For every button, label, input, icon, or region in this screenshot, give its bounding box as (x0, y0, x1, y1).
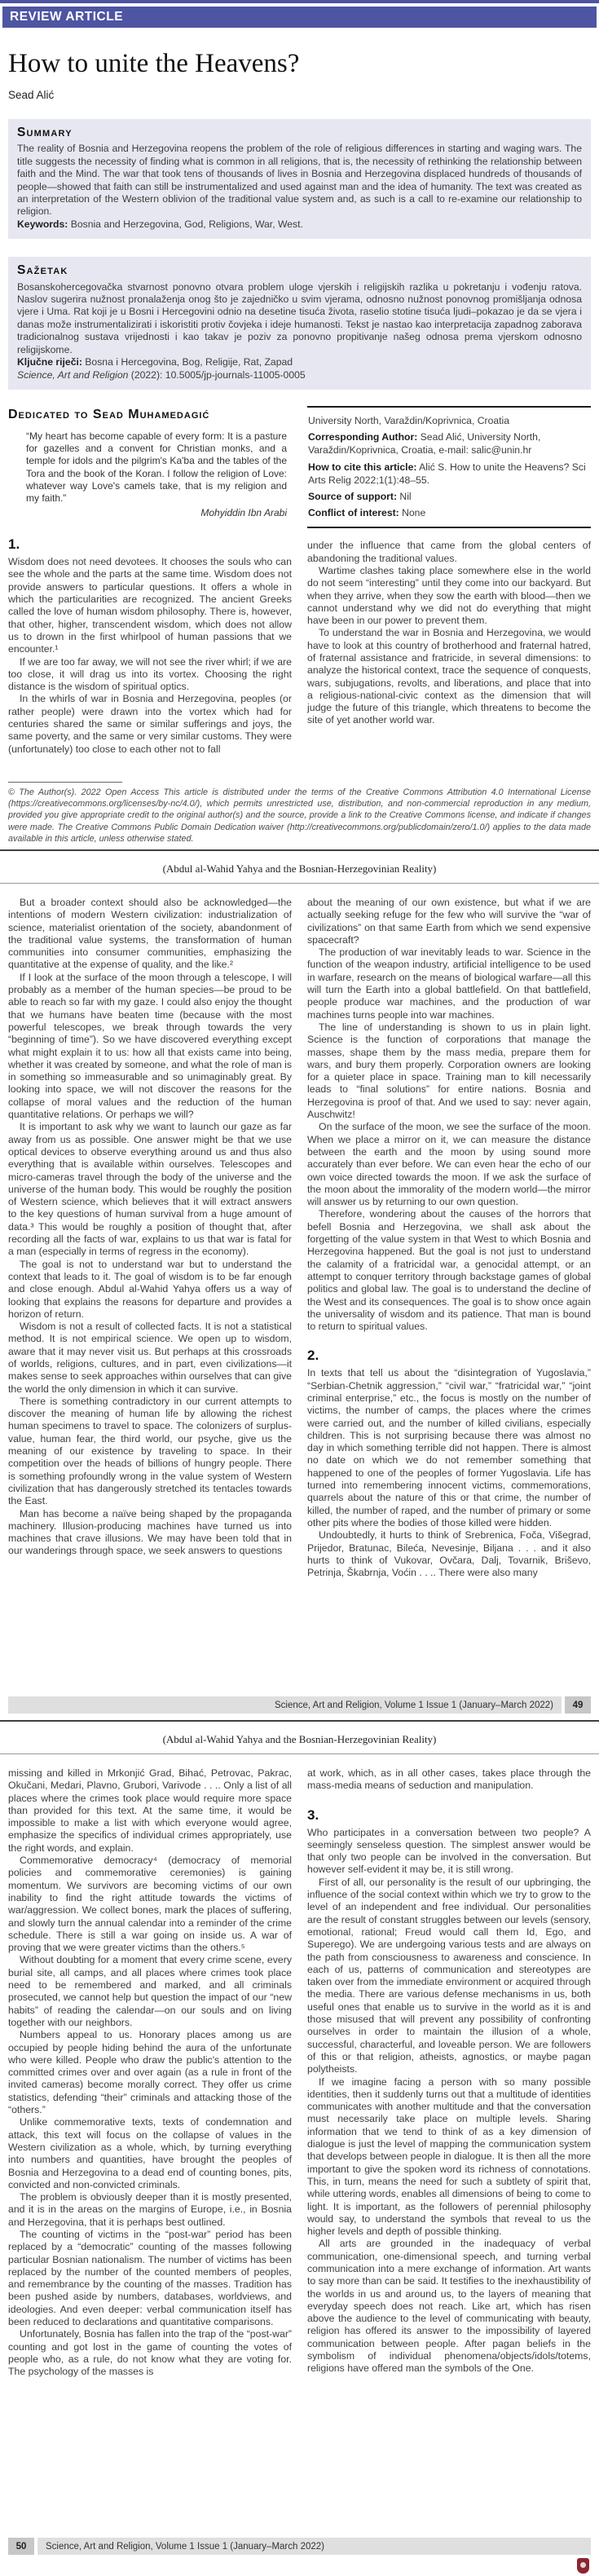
corresponding-author-line (308, 430, 590, 457)
page2-left-column (8, 897, 292, 1579)
keywords-line (17, 218, 582, 231)
running-header-rule (0, 1753, 599, 1754)
article-info-box (307, 406, 591, 528)
paragraph: The line of understanding is shown to us in plain light. Science is the function of corporations that manage the masses, shape them by the mass media, prepare them for wars, and bury them properly. Corporation owners are looking for a quieter place in space. Training man to kill necessarily leads to “final solutions” for entire nations. Bosnia and Herzegovina is proof of that. And we used to say: never again, Auschwitz! (307, 1021, 591, 1121)
top-accent-strip (0, 0, 599, 3)
paragraph: about the meaning of our own existence, but what if we are actually seeking refuge for the few who will survive the “war of civilizations” on that same Earth from which we send expensive spacecraft? (307, 897, 591, 946)
paragraph: Man has become a naïve being shaped by the propaganda machinery. Illusion-producing machines have turned us into machines that crave illusions. We may have been told that in our wanderings through space, we seek answers to questions (8, 1507, 292, 1557)
conflict-label: Conflict of interest: (308, 507, 399, 519)
page-49-footer (8, 1696, 591, 1714)
running-header: (Abdul al-Wahid Yahya and the Bosnian-Herzegovinian Reality) (162, 862, 437, 875)
journal-page-50 (0, 1720, 599, 2576)
paragraph: Numbers appeal to us. Honorary places among us are occupied by people hiding behind the aura of the unfortunate who were killed. People who draw the public's attention to the committed crimes over and over again (as a rule in front of the invited cameras) become morally correct. They offer us crime statistics, defending “their” criminals and attacking those of the “others.” (8, 2029, 292, 2116)
paragraph: All arts are grounded in the inadequacy of verbal communication, one-dimensional speech, and turning verbal communication into a mere exchange of information. Art wants to say more than can be said. It testifies to the inexhaustibility of the worlds in us and around us, to the layers of meaning that everyday speech does not reach. Like art, which has risen above the audience to the level of communicating with beauty, religion has offered its answer to the impossibility of layered communication between people. After pagan beliefs in the symbolism of individual phenomena/objects/idols/totems, religions have offered man the symbols of the One. (307, 2238, 591, 2375)
citation-line (308, 461, 590, 487)
page2-right-column (307, 897, 591, 1579)
section-1-left-text (8, 556, 292, 756)
corresponding-author-label: Corresponding Author: (308, 431, 418, 443)
page1-left-column (8, 406, 292, 756)
summary-box (8, 119, 591, 239)
support-value: Nil (397, 490, 412, 502)
paragraph: Therefore, wondering about the causes of the horrors that befell Bosnia and Herzegovina, we shall ask about the forgetting of the value system in that West to which Bosnia and Herzegovina happened. But the goal is not just to understand the calamity of a fratricidal war, a genocidal attempt, or an attempt to conquer territory through backstage games of global politics and global law. The goal is to understand the decline of the West and its consequences. The goal is to show once again the universality of wisdom and its patience. That man is bound to return to spiritual values. (307, 1208, 591, 1333)
citation-label: How to cite this article: (308, 461, 417, 473)
article-title: How to unite the Heavens? (8, 49, 300, 78)
paragraph: under the influence that came from the global centers of abandoning the traditional values. (307, 540, 591, 564)
section-3-heading: 3. (307, 1806, 319, 1823)
paragraph: Unlike commemorative texts, texts of condemnation and attack, this text will focus on the collapse of values in the Western civilization as a whole, which, by turning everything into numbers and quantities, have brought the peoples of Bosnia and Herzegovina to a dead end of counting bones, pits, convicted and non-convicted criminals. (8, 2116, 292, 2190)
paragraph: The counting of victims in the “post-war” period has been replaced by a “democratic” counting of the masses following particular Bosnian nationalism. The number of victims has been replaced by the number of the counted members of peoples, and remembrance by the counting of the masses. Tradition has been pushed aside by numbers, databases, worldviews, and ideologies. And even deeper: verbal communication itself has been reduced to declarations and quantitative comparisons. (8, 2228, 292, 2328)
affiliation: University North, Varaždin/Koprivnica, Croatia (308, 414, 510, 426)
section-3-text (307, 1827, 591, 2375)
page1-columns (8, 406, 591, 756)
section-1-right-text (307, 540, 591, 726)
paragraph: In the whirls of war in Bosnia and Herzegovina, peoples (or rather people) were drawn into the vortex which had for centuries shared the same or similar sufferings and joys, the same poverty, and the same or very similar customs. They were (unfortunately) too close to each other not to fall (8, 693, 292, 755)
paragraph: Wisdom does not need devotees. It chooses the souls who can see the whole and the parts at the same time. Wisdom does not provide answers to particular questions. It offers a whole in which the particularities are recognized. The ancient Greeks called the love of human wisdom philosophy. There is, however, that other, higher, transcendent wisdom, which does not allow us to drown in the first whirlpool of human passions that we encounter.¹ (8, 556, 292, 655)
paragraph: Without doubting for a moment that every crime scene, every burial site, all camps, and all places where crimes took place need to be remembered and marked, and all criminals prosecuted, we cannot help but question the impact of our “new habits” of reading the calendar—on our souls and on living together with our neighbors. (8, 1954, 292, 2028)
paragraph: First of all, our personality is the result of our upbringing, the influence of the social context within which we try to grow to the level of an independent and free individual. Our personalities are the result of constant struggles between our levels (sensory, emotional, rational; Freud would call them Id, Ego, and Superego). We are undergoing various tests and are always on the path from consciousness to awareness and conscience. In each of us, patterns of communication and stereotypes are taken over from the immediate environment or acquired through the media. There are various defense mechanisms in us, both useful ones that enable us to survive in the world as it is and those misused that will prevent any possibility of confronting ourselves in order to maintain the illusion of a whole, successful, characterful, and loveable person. We are followers of this or that religion, atheists, agnostics, or maybe pagan polytheists. (307, 1876, 591, 2075)
journal-page-49 (0, 849, 599, 1720)
page-number-49: 49 (565, 1696, 591, 1714)
doi-value: (2022): 10.5005/jp-journals-11005-0005 (128, 368, 306, 381)
section-2-heading: 2. (307, 1348, 319, 1364)
copyright-block (8, 782, 591, 845)
keywords-label: Keywords: (17, 218, 68, 230)
paragraph: Commemorative democracy⁴ (democracy of memorial policies and commemorative ceremonies) is gaining momentum. We survivors are becoming victims of our own inability to find the right attitude towards the victims of war/aggression. We collect bones, mark the places of suffering, and slowly turn the annual calendar into a reminder of the crime schedule. There is still a war going on inside us. A war of proving that we were greater victims than the others.⁵ (8, 1855, 292, 1954)
footer-journal-line: Science, Art and Religion, Volume 1 Issue 1 (January–March 2022) (37, 2538, 591, 2555)
support-line (308, 490, 590, 503)
footnote-rule (8, 782, 122, 783)
running-header-rule (0, 883, 599, 884)
copyright-text: © The Author(s). 2022 Open Access This article is distributed under the terms of the Creative Commons Attribution 4.0 International License (https://creativecommons.org/licenses/by-nc/4.0/), which permits unrestricted use, distribution, and non-commercial reproduction in any medium, provided you give appropriate credit to the original author(s) and the source, provide a link to the Creative Commons license, and indicate if changes were made. The Creative Commons Public Domain Dedication waiver (http://creativecommons.org/publicdomain/zero/1.0/) applies to the data made available in this article, unless otherwise stated. (8, 787, 591, 844)
section-2-text (307, 1367, 591, 1579)
page2-right-text-top (307, 897, 591, 1333)
summary-heading: Summary (17, 126, 73, 139)
paragraph: In texts that tell us about the “disintegration of Yugoslavia,” “Serbian-Chetnik aggression,” “civil war,” “fratricidal war,” “joint criminal enterprise,” etc., the focus is mostly on the number of victims, the number of camps, the places where the crimes were carried out, and the number of killed civilians, especially children. This is not surprising because there was almost no day in which something terrible did not happen. There is almost no date on which we do not remember something that happened to one of the peoples of former Yugoslavia. Life has turned into remembering innocent victims, commemorations, quarrels about the nature of this or that crime, the number of killed, the number of raped, and the number of primary or some other pits where the bodies of those killed were hidden. (307, 1367, 591, 1528)
citation-value: Alić S. How to unite the Heavens? Sci Arts Relig 2022;1(1):48–55. (308, 461, 586, 486)
summary-text: The reality of Bosnia and Herzegovina reopens the problem of the role of religious differences in starting and waging wars. The title suggests the necessity of finding what is common in all religions, that is, the necessity of rethinking the relationship between faith and the Mind. The war that took tens of thousands of lives in Bosnia and Herzegovina displaced hundreds of thousands of people—showed that faith can still be instrumentalized and used against man and the idea of humanity. The text was created as an interpretation of the Western oblivion of the traditional value system and, as such is a call to re-examine our relationship to religion. (17, 143, 582, 218)
paragraph: missing and killed in Mrkonjić Grad, Bihać, Petrovac, Pakrac, Okučani, Medari, Plavno, Grubori, Varivode . . .. Only a list of all places where the crimes took place would require more space than provided for this text. At the same time, it would be impossible to make a list with which everyone would agree, emphasize the specifics of individual crimes appropriately, use the right words, and explain. (8, 1767, 292, 1854)
paragraph: The goal is not to understand war but to understand the context that leads to it. The goal of wisdom is to be far enough and close enough. Abdul al-Wahid Yahya offers us a way of looking that explains the reasons for departure and provides a horizon of return. (8, 1258, 292, 1320)
paragraph: It is important to ask why we want to launch our gaze as far away from us as possible. One answer might be that we use optical devices to observe everything around us and thus also everything that is available within ourselves. Telescopes and micro-cameras travel through the body of the universe and the universe of the human body. This would be roughly the position of Western science, which believes that it will extract answers to the key questions of human survival from a huge amount of data.³ This would be roughly a position of thought that, after recording all the facts of war, explains to us that war is fatal for a man (especially in terms of regress in the economy). (8, 1121, 292, 1258)
paragraph: To understand the war in Bosnia and Herzegovina, we would have to look at this country of brotherhood and fraternal hatred, of fraternal assistance and fratricide, in several dimensions: to analyze the historical context, trace the sequence of conquests, wars, subjugations, revolts, and liberations, and place that into a religious-national-civic context as the dimension that will judge the future of this triangle, which threatens to become the site of yet another world war. (307, 627, 591, 726)
paragraph: Wisdom is not a result of collected facts. It is not a statistical method. It is not empirical science. We open up to wisdom, aware that it may never visit us. But perhaps at this crossroads of worlds, religions, cultures, and in part, even civilizations—it makes sense to seek approaches within ourselves that can give the world the only dimension in which it can survive. (8, 1321, 292, 1395)
author-name: Sead Alić (8, 89, 55, 101)
paragraph: Unfortunately, Bosnia has fallen into the trap of the “post-war” counting and got lost in the game of counting the votes of people who, as a rule, do not know what they are voting for. The psychology of the masses is (8, 2328, 293, 2378)
page3-left-text (8, 1767, 292, 2379)
page-number-50: 50 (8, 2538, 34, 2555)
footer-journal-line: Science, Art and Religion, Volume 1 Issue 1 (January–March 2022) (8, 1696, 562, 1714)
page2-columns (8, 897, 591, 1579)
conflict-line (308, 506, 590, 519)
kljucne-rijeci-value: Bosna i Hercegovina, Bog, Religije, Rat, Zapad (81, 356, 293, 368)
journal-page-48 (0, 0, 599, 849)
paragraph: But a broader context should also be acknowledged—the intentions of modern Western civilization: industrialization of science, materialist orientation of the society, abandonment of the traditional value systems, the transformation of human communities into consumer communities, emphasizing the quantitative at the expense of quality, and the like.² (8, 897, 292, 971)
section-1-heading: 1. (8, 536, 20, 553)
corresponding-author-value: Sead Alić, University North, Varaždin/Koprivnica, Croatia, e-mail: salic@unin.hr (308, 431, 541, 457)
publisher-logo-icon (577, 2558, 589, 2574)
page-50-footer (8, 2538, 591, 2555)
running-header: (Abdul al-Wahid Yahya and the Bosnian-Herzegovinian Reality) (162, 1733, 437, 1745)
page3-left-column (8, 1767, 292, 2379)
dedication-quote: “My heart has become capable of every form: It is a pasture for gazelles and a convent for Christian monks, and a temple for idols and the pilgrim's Ka'ba and the tables of the Tora and the book of the Koran. I follow the religion of Love: whatever way Love's camels take, that is my religion and my faith.” (26, 430, 287, 504)
paragraph: On the surface of the moon, we see the surface of the moon. When we place a mirror on it, we can measure the distance between the earth and the moon by using sound more accurately than ever before. We can even hear the echo of our own voice directed towards the moon. If we ask the surface of the moon about the immorality of the modern world—the mirror will answer us by returning to our own question. (307, 1121, 591, 1208)
paragraph: at work, which, as in all other cases, takes place through the mass-media means of seduction and manipulation. (307, 1767, 591, 1792)
sazetak-text: Bosanskohercegovačka stvarnost ponovno otvara problem uloge vjerskih i religijskih razlika u pokretanju i vođenju ratova. Naslov sugerira nužnost pronalaženja onog što je zajedničko u svim vjerama, odnosno nužnost ponovnog promišljanja odnosa vjere i Uma. Rat koji je u Bosni i Hercegovini odnio na desetine tisuća života, raselio stotine tisuća ljudi–pokazao je da se vjera i danas može instrumentalizirati i iskoristiti protiv čovjeka i ideje humanosti. Tekst je nastao kao interpretacija zapadnog zaborava tradicionalnog sustava vrijednosti i kao takav je poziv za ponovno propitivanje našeg odnosa prema vjerskom odnosno religijskome. (17, 280, 582, 355)
quote-attribution: Mohyiddin Ibn Arabi (200, 507, 287, 519)
page3-right-text-top (307, 1767, 591, 1793)
page1-right-column (307, 406, 591, 756)
paragraph: Who participates in a conversation between two people? A seemingly senseless question. The simplest answer would be that only two people can be involved in the conversation. But however self-evident it may be, it is still wrong. (307, 1826, 591, 1876)
sazetak-heading: Sažetak (17, 263, 68, 278)
page3-columns (8, 1767, 591, 2379)
kljucne-rijeci-label: Ključne riječi: (17, 356, 82, 368)
paragraph: Undoubtedly, it hurts to think of Srebrenica, Foča, Višegrad, Prijedor, Bratunac, Bileća, Nevesinje, Biljana . . . and it also hurts to think of Vukovar, Ovčara, Dalj, Tovarnik, Briševo, Petrinja, Škabrnja, Voćin . . .. There were also many (307, 1529, 591, 1579)
kljucne-rijeci-line (17, 356, 582, 368)
article-type-banner: REVIEW ARTICLE (2, 7, 597, 28)
support-label: Source of support: (308, 490, 398, 502)
page2-left-text (8, 897, 292, 1558)
paragraph: If we are too far away, we will not see the river whirl; if we are too close, it will drag us into its vortex. Choosing the right distance is the wisdom of spiritual optics. (8, 655, 292, 693)
paragraph: If I look at the surface of the moon through a telescope, I will probably as a member of the human species—be proud to be able to reach so far with my gaze. I could also enjoy the thought that we humans have beaten time (because with the most powerful telescopes, we break through towards the very “beginning of time”). So we have discovered everything except what might explain it to us: how all that exists came into being, whether it was created by someone, and what the role of man is in something so immeasurable and so unimaginably great. By looking into space, we will not discover the reasons for the collapse of moral values and the reduction of the human quantitative relations. Or perhaps we will? (8, 971, 292, 1121)
paragraph: The production of war inevitably leads to war. Science in the function of the weapon industry, artificial intelligence to be used in warfare, research on the means of biological warfare—all this will turn the Earth into a global battlefield. On that battlefield, people produce war machines, and the production of war machines turns people into war machines. (307, 946, 591, 1021)
paragraph: There is something contradictory in our current attempts to discover the meaning of human life by allowing the richest human specimens to travel to space. The colonizers of surplus-value, human fear, the third world, our psyche, give us the meaning of our existence by traveling to space. In their competition over the heads of billions of hungry people. There is something profoundly wrong in the value system of Western civilization that has dangerously stretched its tentacles towards the East. (8, 1395, 292, 1507)
conflict-value: None (399, 507, 426, 519)
doi-line (17, 369, 582, 382)
paragraph: Wartime clashes taking place somewhere else in the world do not seem “interesting” until they come into our backyard. But when they arrive, when they sow the earth with blood—then we cannot understand why we did not do everything that might have been in our power to prevent them. (307, 564, 591, 627)
page3-right-column (307, 1767, 591, 2379)
keywords-value: Bosnia and Herzegovina, God, Religions, War, West. (68, 218, 303, 230)
paragraph: The problem is obviously deeper than it is mostly presented, and it is in the areas on the margins of Europe, i.e., in Bosnia and Herzegovina, that it is perhaps best outlined. (8, 2191, 292, 2228)
journal-name: Science, Art and Religion (17, 368, 129, 381)
paragraph: If we imagine facing a person with so many possible identities, then it suddenly turns out that a multitude of identities communicates with another multitude and that the conversation must necessarily take place on multiple levels. Sharing information that we tend to think of as a key dimension of dialogue is just the level of mapping the communication system that develops between people in dialogue. It is then all the more important to give the spoken word its richness of connotations. This, in turn, means the need for such a subtlety of spirit that, while uttering words, enables all dimensions of being to come to light. It is important, as the followers of perennial philosophy would say, to understand the symbols that reveal to us the higher levels and depth of possible thinking. (307, 2075, 591, 2238)
sazetak-box (8, 257, 591, 390)
dedication-heading: Dedicated to Sead Muhamedagić (8, 407, 210, 421)
